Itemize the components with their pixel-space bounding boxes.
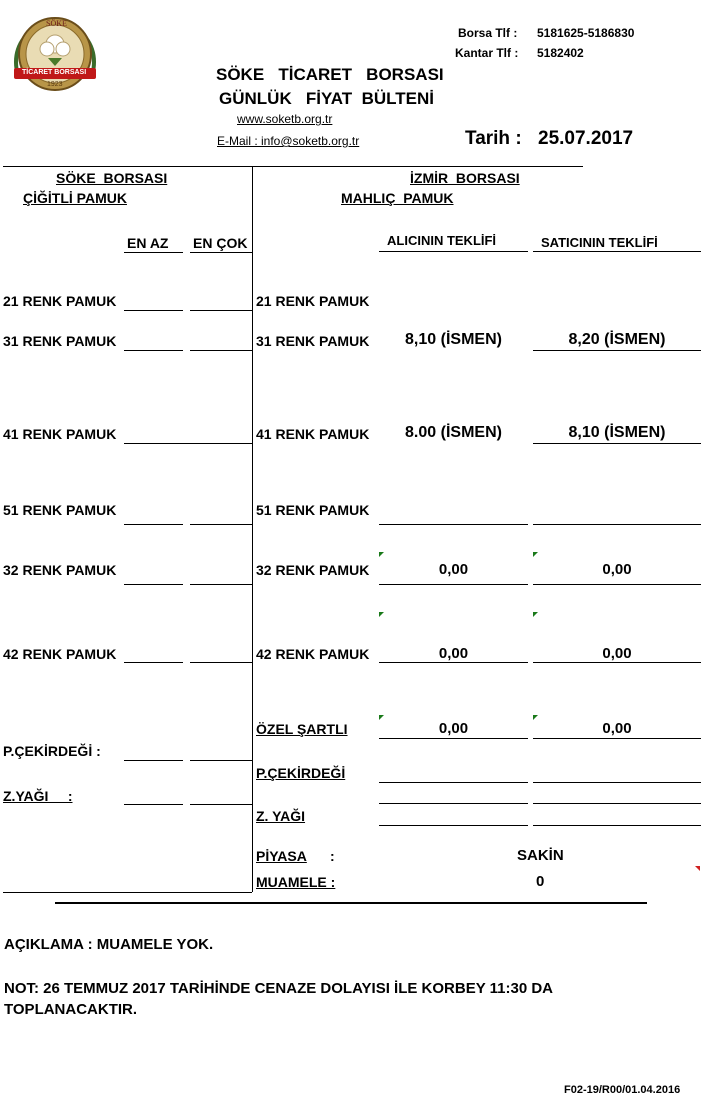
muamele-value: 0	[536, 873, 545, 890]
seller-offer: 8,10 (İSMEN)	[568, 424, 666, 441]
piyasa-value: SAKİN	[517, 847, 564, 864]
col-buyer-underline	[379, 251, 528, 252]
left-max-cell	[190, 760, 252, 761]
muamele-label: MUAMELE :	[256, 874, 336, 890]
col-seller-underline	[533, 251, 701, 252]
left-min-cell	[124, 760, 183, 761]
bottom-rule-thick	[55, 902, 647, 904]
comment-marker	[379, 552, 384, 557]
left-row-label: 32 RENK PAMUK	[3, 562, 117, 578]
left-min-cell	[124, 662, 183, 663]
borsa-phone-value: 5181625-5186830	[537, 26, 635, 40]
comment-marker	[533, 612, 538, 617]
left-row-label: 31 RENK PAMUK	[3, 333, 117, 349]
piyasa-colon: :	[330, 848, 335, 864]
left-max-cell	[190, 584, 252, 585]
col-min-header: EN AZ	[127, 235, 169, 251]
logo-year: 1923	[47, 81, 63, 88]
seller-cell	[533, 662, 701, 663]
right-row-label: 51 RENK PAMUK	[256, 502, 370, 518]
buyer-cell	[379, 662, 528, 663]
left-min-cell	[124, 584, 183, 585]
page-title: SÖKE TİCARET BORSASI	[216, 65, 444, 84]
left-max-cell	[190, 310, 252, 311]
col-buyer-header: ALICININ TEKLİFİ	[387, 233, 497, 248]
left-row-label: 21 RENK PAMUK	[3, 293, 117, 309]
left-min-cell	[124, 804, 183, 805]
comment-marker	[695, 866, 700, 871]
seller-offer: 8,20 (İSMEN)	[568, 331, 666, 348]
seller-cell	[533, 350, 701, 351]
right-row-label: 21 RENK PAMUK	[256, 293, 370, 309]
seller-cell	[533, 738, 701, 739]
right-title: İZMİR BORSASI	[410, 170, 520, 186]
left-min-cell	[124, 310, 183, 311]
left-row-label: 51 RENK PAMUK	[3, 502, 117, 518]
seller-offer: 0,00	[602, 645, 632, 662]
left-max-cell	[190, 804, 252, 805]
left-min-cell	[124, 524, 183, 525]
right-row-label: 32 RENK PAMUK	[256, 562, 370, 578]
left-row-label: 41 RENK PAMUK	[3, 426, 117, 442]
buyer-cell	[379, 584, 528, 585]
left-title: SÖKE BORSASI	[56, 170, 168, 186]
email-link[interactable]: E-Mail : info@soketb.org.tr	[217, 134, 360, 148]
column-divider	[252, 166, 253, 892]
seller-cell	[533, 825, 701, 826]
page-subtitle: GÜNLÜK FİYAT BÜLTENİ	[219, 89, 435, 108]
buyer-offer: 8,10 (İSMEN)	[405, 331, 502, 348]
borsa-logo	[10, 14, 100, 100]
buyer-offer: 0,00	[438, 720, 469, 737]
buyer-cell	[379, 738, 528, 739]
left-row-label: P.ÇEKİRDEĞİ :	[3, 743, 101, 759]
seller-offer: 0,00	[602, 561, 632, 578]
buyer-cell	[379, 524, 528, 525]
left-merged-cell	[124, 443, 252, 444]
comment-marker	[533, 552, 538, 557]
left-max-cell	[190, 524, 252, 525]
left-subtitle: ÇİĞİTLİ PAMUK	[23, 190, 127, 206]
col-max-header: EN ÇOK	[193, 235, 248, 251]
piyasa-label: PİYASA	[256, 848, 307, 864]
col-max-underline	[190, 252, 252, 253]
right-row-label: 42 RENK PAMUK	[256, 646, 370, 662]
bottom-rule	[3, 892, 252, 893]
seller-cell	[533, 803, 701, 804]
borsa-phone-label: Borsa Tlf :	[458, 26, 518, 40]
logo-text-bottom: TİCARET BORSASI	[22, 69, 87, 76]
buyer-offer: 8.00 (İSMEN)	[405, 424, 502, 441]
buyer-offer: 0,00	[438, 645, 469, 662]
col-seller-header: SATICININ TEKLİFİ	[541, 235, 658, 250]
note-line-2: TOPLANACAKTIR.	[4, 1001, 138, 1018]
seller-offer: 0,00	[602, 720, 632, 737]
top-rule	[3, 166, 583, 167]
buyer-cell	[379, 782, 528, 783]
note-line-1: NOT: 26 TEMMUZ 2017 TARİHİNDE CENAZE DOLAYISI İLE KORBEY 11:30 DA	[4, 980, 554, 997]
website-link[interactable]: www.soketb.org.tr	[237, 112, 333, 126]
date-value: 25.07.2017	[538, 128, 634, 149]
seller-cell	[533, 524, 701, 525]
right-subtitle: MAHLIÇ PAMUK	[341, 190, 454, 206]
right-row-label: 41 RENK PAMUK	[256, 426, 370, 442]
seller-cell	[533, 443, 701, 444]
left-max-cell	[190, 662, 252, 663]
buyer-offer: 0,00	[438, 561, 469, 578]
date-label: Tarih :	[465, 128, 522, 149]
comment-marker	[379, 612, 384, 617]
col-min-underline	[124, 252, 183, 253]
left-min-cell	[124, 350, 183, 351]
left-max-cell	[190, 350, 252, 351]
logo-text-top: SÖKE	[46, 19, 67, 28]
left-row-label: Z.YAĞI :	[3, 788, 73, 804]
left-row-label: 42 RENK PAMUK	[3, 646, 117, 662]
right-row-label: P.ÇEKİRDEĞİ	[256, 765, 346, 781]
right-row-label: ÖZEL ŞARTLI	[256, 721, 348, 737]
form-code: F02-19/R00/01.04.2016	[564, 1084, 681, 1096]
buyer-cell	[379, 825, 528, 826]
kantar-phone-label: Kantar Tlf :	[455, 46, 519, 60]
aciklama-text: AÇIKLAMA : MUAMELE YOK.	[4, 936, 214, 953]
seller-cell	[533, 782, 701, 783]
kantar-phone-value: 5182402	[537, 46, 584, 60]
right-row-label: 31 RENK PAMUK	[256, 333, 370, 349]
buyer-cell	[379, 803, 528, 804]
seller-cell	[533, 584, 701, 585]
right-row-label: Z. YAĞI	[256, 808, 306, 824]
